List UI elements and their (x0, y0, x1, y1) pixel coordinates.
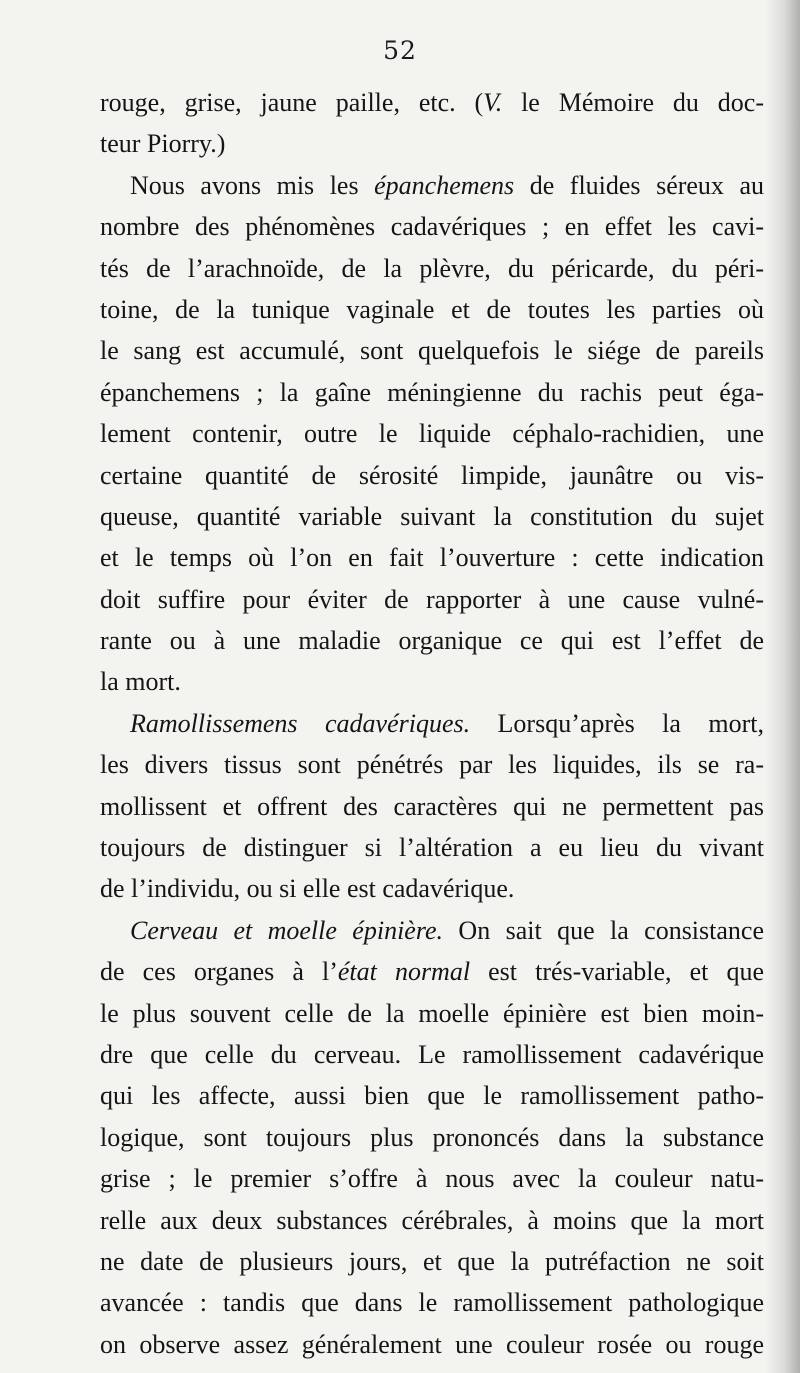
text-segment: de ces organes à l’ (100, 957, 338, 987)
text-segment: relle aux deux substances cérébrales, à moins que la mort (100, 1205, 764, 1235)
text-segment: on observe assez généralement une couleur rosée ou rouge (100, 1329, 764, 1359)
page-number: 52 (383, 36, 417, 65)
text-line (100, 786, 764, 827)
text-line (100, 1075, 764, 1116)
text-segment: certaine quantité de sérosité limpide, jaunâtre ou vis- (100, 460, 764, 490)
text-segment: dre que celle du cerveau. Le ramollissement cadavérique (100, 1039, 764, 1069)
text-segment: queuse, quantité variable suivant la constitution du sujet (100, 501, 764, 531)
text-segment: la mort. (100, 667, 181, 697)
text-line (100, 496, 764, 537)
text-line (100, 82, 764, 123)
text-line (100, 372, 764, 413)
text-line (100, 993, 764, 1034)
text-line (100, 579, 764, 620)
text-segment: tés de l’arachnoïde, de la plèvre, du péricarde, du péri- (100, 253, 764, 283)
text-line (100, 413, 764, 454)
text-line (100, 910, 764, 951)
text-line (100, 1158, 764, 1199)
text-line (100, 827, 764, 868)
text-line (100, 1324, 764, 1365)
text-segment: qui les affecte, aussi bien que le ramollissement patho- (100, 1081, 764, 1111)
text-line (100, 289, 764, 330)
text-segment: grise ; le premier s’offre à nous avec la couleur natu- (100, 1164, 764, 1194)
text-segment: de fluides séreux au (514, 170, 765, 200)
text-segment: lement contenir, outre le liquide céphalo-rachidien, une (100, 419, 764, 449)
text-segment: mollissent et offrent des caractères qui ne permettent pas (100, 791, 764, 821)
text-line (100, 455, 764, 496)
italic-text-segment: Cerveau et moelle épinière. (130, 915, 444, 945)
text-segment: teur Piorry.) (100, 129, 226, 159)
text-line (100, 330, 764, 371)
italic-text-segment: Ramollissemens cadavériques. (130, 708, 471, 738)
text-segment: rouge, grise, jaune paille, etc. ( (100, 88, 484, 117)
text-segment: le plus souvent celle de la moelle épinière est bien moin- (100, 998, 764, 1028)
text-line (100, 537, 764, 578)
text-line (100, 123, 764, 164)
text-segment: Lorsqu’après la mort, (470, 708, 764, 738)
text-segment: le sang est accumulé, sont quelquefois le siége de pareils (100, 336, 764, 366)
italic-text-segment: V. (483, 88, 503, 117)
text-segment: On sait que la consistance (443, 915, 764, 945)
body-text (100, 82, 764, 1365)
text-segment: de l’individu, ou si elle est cadavérique. (100, 874, 515, 904)
text-segment: logique, sont toujours plus prononcés dans la substance (100, 1122, 764, 1152)
text-segment: les divers tissus sont pénétrés par les liquides, ils se ra- (100, 750, 764, 780)
text-line (100, 1117, 764, 1158)
text-line (100, 744, 764, 785)
text-segment: toine, de la tunique vaginale et de toutes les parties où (100, 294, 764, 324)
text-segment: est trés-variable, et que (470, 957, 764, 987)
text-segment: doit suffire pour éviter de rapporter à une cause vulné- (100, 584, 764, 614)
text-line (100, 1200, 764, 1241)
text-line (100, 1034, 764, 1075)
text-segment: rante ou à une maladie organique ce qui est l’effet de (100, 626, 764, 656)
text-line (100, 248, 764, 289)
text-segment: ne date de plusieurs jours, et que la putréfaction ne soit (100, 1246, 764, 1276)
text-line (100, 165, 764, 206)
text-line (100, 206, 764, 247)
text-line (100, 868, 764, 909)
text-line (100, 1241, 764, 1282)
italic-text-segment: état normal (337, 957, 471, 987)
text-segment: toujours de distinguer si l’altération a eu lieu du vivant (100, 833, 764, 863)
text-segment: épanchemens ; la gaîne méningienne du rachis peut éga- (100, 377, 764, 407)
text-line (100, 661, 764, 702)
italic-text-segment: épanchemens (374, 170, 515, 200)
text-segment: avancée : tandis que dans le ramollissement pathologique (100, 1288, 764, 1318)
text-line (100, 951, 764, 992)
text-segment: Nous avons mis les (130, 170, 375, 200)
text-segment: nombre des phénomènes cadavériques ; en effet les cavi- (100, 212, 764, 242)
text-line (100, 620, 764, 661)
text-segment: le Mémoire du doc- (502, 88, 764, 117)
text-line (100, 703, 764, 744)
text-line (100, 1282, 764, 1323)
text-segment: et le temps où l’on en fait l’ouverture : cette indication (100, 543, 764, 573)
